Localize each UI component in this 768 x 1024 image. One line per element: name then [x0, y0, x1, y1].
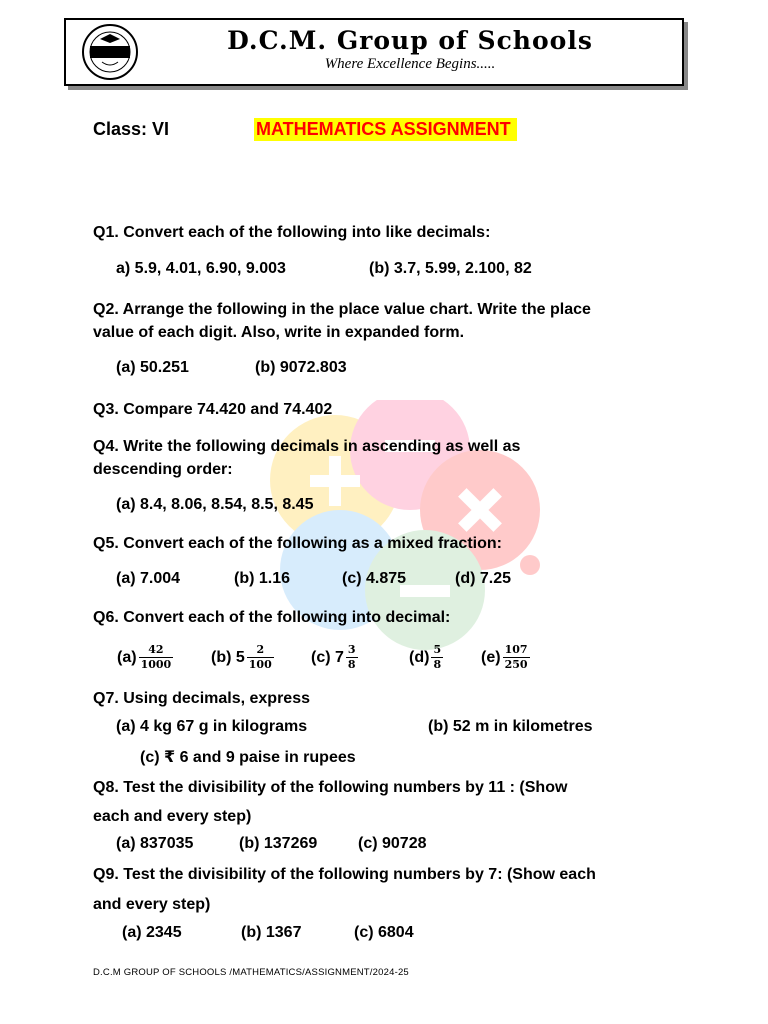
q7-option-b: (b) 52 m in kilometres: [428, 718, 593, 735]
q6-a-numerator: 42: [148, 643, 164, 656]
q6-e-numerator: 107: [504, 643, 528, 656]
q9-option-a: (a) 2345: [122, 924, 182, 941]
q1-option-a: a) 5.9, 4.01, 6.90, 9.003: [116, 260, 286, 277]
q6-c-label: (c) 7: [311, 648, 344, 666]
school-logo: [70, 22, 150, 82]
question-4-line-1: Q4. Write the following decimals in ascending as well as: [93, 438, 521, 455]
q6-e-fraction: [503, 644, 530, 671]
question-8-line-2: each and every step): [93, 808, 252, 825]
q8-option-b: (b) 137269: [239, 835, 318, 852]
school-tagline: Where Excellence Begins.....: [324, 56, 496, 72]
q6-e-denominator: 250: [504, 658, 528, 671]
school-name: D.C.M. Group of Schools: [227, 26, 593, 55]
question-3: Q3. Compare 74.420 and 74.402: [93, 401, 333, 418]
q9-option-c: (c) 6804: [354, 924, 414, 941]
question-7: Q7. Using decimals, express: [93, 690, 310, 707]
q6-d-label: (d): [409, 648, 430, 666]
q2-option-a: (a) 50.251: [116, 359, 189, 376]
question-1: Q1. Convert each of the following into like decimals:: [93, 224, 491, 241]
question-4-line-2: descending order:: [93, 461, 233, 478]
q6-a-fraction: [139, 644, 174, 671]
assignment-title: MATHEMATICS ASSIGNMENT: [254, 118, 517, 141]
q5-option-c: (c) 4.875: [342, 570, 407, 587]
q6-b-label: (b) 5: [211, 648, 245, 666]
q7-option-c: (c) ₹ 6 and 9 paise in rupees: [140, 749, 356, 766]
q6-e-label: (e): [481, 648, 501, 666]
q6-b-denominator: 100: [248, 658, 272, 671]
q6-a-label: (a): [117, 648, 137, 666]
q6-option-c: [311, 644, 358, 671]
page-footer: D.C.M GROUP OF SCHOOLS /MATHEMATICS/ASSIGNMENT/2024-25: [93, 967, 409, 978]
q5-option-b: (b) 1.16: [234, 570, 291, 587]
q6-d-fraction: [431, 644, 443, 671]
q6-option-a: [117, 644, 173, 671]
q6-c-denominator: 8: [347, 658, 356, 671]
question-8-line-1: Q8. Test the divisibility of the following numbers by 11 : (Show: [93, 779, 568, 796]
q6-d-denominator: 8: [433, 658, 442, 671]
q8-option-c: (c) 90728: [358, 835, 427, 852]
class-label: Class: VI: [93, 119, 170, 139]
q6-option-b: [211, 644, 274, 671]
q5-option-a: (a) 7.004: [116, 570, 181, 587]
q6-c-numerator: 3: [347, 643, 356, 656]
q8-option-a: (a) 837035: [116, 835, 194, 852]
q9-option-b: (b) 1367: [241, 924, 302, 941]
question-2-line-2: value of each digit. Also, write in expanded form.: [93, 324, 465, 341]
q6-option-e: [481, 644, 530, 671]
q5-option-d: (d) 7.25: [455, 570, 512, 587]
question-2-line-1: Q2. Arrange the following in the place value chart. Write the place: [93, 301, 591, 318]
question-6: Q6. Convert each of the following into decimal:: [93, 609, 451, 626]
question-9-line-2: and every step): [93, 896, 211, 913]
q4-option-a: (a) 8.4, 8.06, 8.54, 8.5, 8.45: [116, 496, 314, 513]
q6-option-d: [409, 644, 443, 671]
q6-b-numerator: 2: [256, 643, 265, 656]
q6-a-denominator: 1000: [140, 658, 172, 671]
q2-option-b: (b) 9072.803: [255, 359, 347, 376]
q6-d-numerator: 5: [433, 643, 442, 656]
question-9-line-1: Q9. Test the divisibility of the following numbers by 7: (Show each: [93, 866, 596, 883]
q7-option-a: (a) 4 kg 67 g in kilograms: [116, 718, 308, 735]
question-5: Q5. Convert each of the following as a mixed fraction:: [93, 535, 502, 552]
q6-b-fraction: [247, 644, 274, 671]
q1-option-b: (b) 3.7, 5.99, 2.100, 82: [369, 260, 532, 277]
q6-c-fraction: [346, 644, 358, 671]
